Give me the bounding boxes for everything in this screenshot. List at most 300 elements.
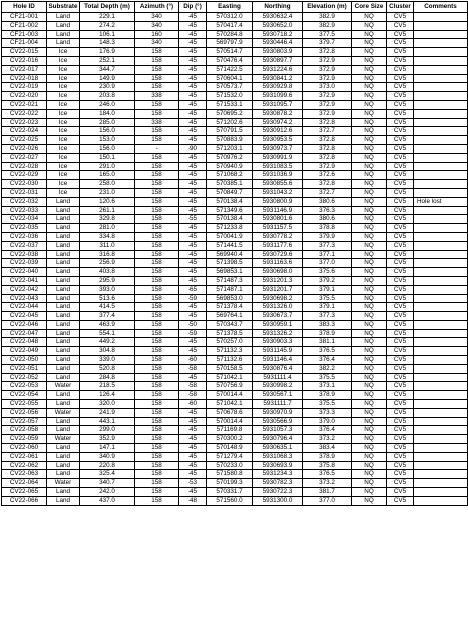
cell-easting: 571378.5 [207,329,253,338]
cell-elevation: 380.6 [303,197,352,206]
cell-elevation: 372.9 [303,162,352,171]
table-row [2,171,468,180]
cell-cluster: CV5 [387,259,414,268]
cell-northing: 5930718.2 [253,30,303,39]
cell-comment [414,56,468,65]
cell-substrate: Land [47,294,80,303]
cell-easting: 571580.8 [207,470,253,479]
cell-dip: -45 [179,65,207,74]
table-row [2,294,468,303]
cell-dip: -45 [179,48,207,57]
cell-hole-id: CV22-048 [2,338,47,347]
cell-comment [414,39,468,48]
cell-elevation: 382.2 [303,364,352,373]
cell-easting: 571560.0 [207,496,253,505]
cell-azimuth: 158 [135,250,179,259]
cell-cluster: CV5 [387,444,414,453]
cell-elevation: 372.6 [303,171,352,180]
cell-comment [414,488,468,497]
cell-hole-id: CV22-022 [2,109,47,118]
cell-northing: 5930991.9 [253,153,303,162]
cell-easting: 570300.2 [207,435,253,444]
cell-dip: -45 [179,268,207,277]
cell-northing: 5930722.3 [253,488,303,497]
cell-core-size: NQ [352,21,387,30]
cell-dip: -45 [179,435,207,444]
cell-total-depth: 299.0 [80,426,135,435]
cell-dip: -45 [179,127,207,136]
cell-elevation: 372.9 [303,56,352,65]
cell-substrate: Land [47,426,80,435]
cell-total-depth: 156.0 [80,144,135,153]
cell-core-size: NQ [352,56,387,65]
cell-cluster: CV5 [387,329,414,338]
cell-cluster: CV5 [387,479,414,488]
table-row [2,30,468,39]
cell-azimuth: 158 [135,83,179,92]
header-azimuth: Azimuth (°) [135,2,179,13]
cell-comment [414,426,468,435]
cell-elevation: 379.7 [303,39,352,48]
table-row [2,461,468,470]
cell-easting: 570284.8 [207,30,253,39]
cell-northing: 5931326.2 [253,329,303,338]
cell-comment [414,171,468,180]
cell-dip: -45 [179,74,207,83]
cell-elevation: 373.3 [303,408,352,417]
cell-azimuth: 158 [135,312,179,321]
cell-total-depth: 463.9 [80,320,135,329]
cell-core-size: NQ [352,417,387,426]
cell-total-depth: 325.4 [80,470,135,479]
cell-core-size: NQ [352,250,387,259]
table-body [2,13,468,506]
cell-azimuth: 158 [135,373,179,382]
cell-comment [414,224,468,233]
cell-hole-id: CV22-051 [2,364,47,373]
table-row [2,92,468,101]
cell-comment [414,188,468,197]
cell-easting: 569853.0 [207,294,253,303]
cell-comment [414,65,468,74]
cell-hole-id: CV22-057 [2,417,47,426]
cell-total-depth: 261.1 [80,206,135,215]
cell-azimuth: 158 [135,496,179,505]
cell-azimuth: 158 [135,109,179,118]
cell-cluster: CV5 [387,312,414,321]
cell-total-depth: 311.0 [80,241,135,250]
cell-core-size: NQ [352,74,387,83]
cell-elevation: 377.3 [303,241,352,250]
cell-total-depth: 242.0 [80,488,135,497]
table-row [2,215,468,224]
cell-substrate: Ice [47,48,80,57]
cell-elevation: 372.8 [303,48,352,57]
cell-easting: 570417.4 [207,21,253,30]
cell-elevation: 373.2 [303,435,352,444]
cell-azimuth: 158 [135,153,179,162]
cell-cluster: CV5 [387,118,414,127]
cell-cluster: CV5 [387,65,414,74]
cell-total-depth: 414.5 [80,303,135,312]
cell-dip: -60 [179,356,207,365]
cell-comment [414,206,468,215]
cell-substrate: Land [47,215,80,224]
cell-dip: -45 [179,276,207,285]
cell-comment [414,30,468,39]
cell-substrate: Ice [47,144,80,153]
cell-dip: -45 [179,206,207,215]
cell-dip: -45 [179,373,207,382]
cell-total-depth: 150.1 [80,153,135,162]
cell-core-size: NQ [352,312,387,321]
cell-cluster: CV5 [387,452,414,461]
cell-total-depth: 393.0 [80,285,135,294]
cell-core-size: NQ [352,496,387,505]
cell-cluster: CV5 [387,364,414,373]
cell-substrate: Land [47,391,80,400]
cell-core-size: NQ [352,13,387,22]
cell-substrate: Land [47,259,80,268]
cell-azimuth: 158 [135,180,179,189]
cell-core-size: NQ [352,294,387,303]
cell-easting: 571378.4 [207,303,253,312]
cell-cluster: CV5 [387,488,414,497]
cell-dip: -45 [179,241,207,250]
cell-dip: -45 [179,250,207,259]
cell-easting: 570940.9 [207,162,253,171]
cell-substrate: Land [47,250,80,259]
cell-dip: -53 [179,479,207,488]
cell-cluster: CV5 [387,232,414,241]
cell-comment [414,496,468,505]
cell-total-depth: 339.0 [80,356,135,365]
table-row [2,39,468,48]
cell-easting: 571532.0 [207,92,253,101]
cell-substrate: Ice [47,136,80,145]
cell-total-depth: 285.0 [80,118,135,127]
cell-hole-id: CV22-021 [2,100,47,109]
table-row [2,127,468,136]
cell-elevation: 378.9 [303,391,352,400]
cell-dip: -60 [179,400,207,409]
table-row [2,21,468,30]
cell-elevation: 372.8 [303,118,352,127]
cell-northing: 5931099.6 [253,92,303,101]
cell-comment [414,435,468,444]
cell-core-size: NQ [352,400,387,409]
cell-northing: 5930973.7 [253,144,303,153]
cell-hole-id: CV22-028 [2,162,47,171]
cell-hole-id: CV22-044 [2,303,47,312]
cell-total-depth: 344.7 [80,65,135,74]
cell-cluster: CV5 [387,268,414,277]
cell-cluster: CV5 [387,30,414,39]
cell-dip: -90 [179,144,207,153]
cell-hole-id: CV22-055 [2,400,47,409]
cell-hole-id: CV22-043 [2,294,47,303]
cell-easting: 570976.2 [207,153,253,162]
cell-total-depth: 443.1 [80,417,135,426]
cell-substrate: Ice [47,74,80,83]
cell-easting: 571132.3 [207,347,253,356]
cell-comment [414,470,468,479]
cell-cluster: CV5 [387,294,414,303]
cell-northing: 5931326.0 [253,303,303,312]
cell-substrate: Ice [47,171,80,180]
cell-elevation: 376.4 [303,356,352,365]
cell-hole-id: CV22-027 [2,153,47,162]
table-row [2,496,468,505]
cell-substrate: Water [47,479,80,488]
cell-elevation: 378.8 [303,224,352,233]
cell-azimuth: 158 [135,382,179,391]
cell-substrate: Ice [47,118,80,127]
cell-cluster: CV5 [387,188,414,197]
table-row [2,435,468,444]
cell-core-size: NQ [352,171,387,180]
table-row [2,338,468,347]
cell-comment [414,364,468,373]
cell-substrate: Land [47,312,80,321]
cell-dip: -45 [179,39,207,48]
cell-substrate: Water [47,382,80,391]
cell-elevation: 372.9 [303,109,352,118]
cell-dip: -45 [179,417,207,426]
cell-comment: Hole lost [414,197,468,206]
cell-cluster: CV5 [387,136,414,145]
cell-dip: -45 [179,162,207,171]
cell-substrate: Land [47,444,80,453]
cell-hole-id: CV22-060 [2,444,47,453]
cell-dip: -58 [179,364,207,373]
cell-hole-id: CF21-002 [2,21,47,30]
cell-elevation: 382.9 [303,13,352,22]
cell-substrate: Land [47,470,80,479]
cell-azimuth: 158 [135,347,179,356]
cell-cluster: CV5 [387,224,414,233]
cell-azimuth: 158 [135,268,179,277]
cell-core-size: NQ [352,232,387,241]
cell-easting: 569797.9 [207,39,253,48]
cell-easting: 571441.5 [207,241,253,250]
cell-core-size: NQ [352,162,387,171]
cell-azimuth: 158 [135,303,179,312]
cell-northing: 5930929.8 [253,83,303,92]
cell-core-size: NQ [352,373,387,382]
table-row [2,470,468,479]
cell-core-size: NQ [352,268,387,277]
cell-northing: 5930673.7 [253,312,303,321]
cell-elevation: 375.6 [303,268,352,277]
cell-azimuth: 158 [135,488,179,497]
cell-hole-id: CV22-030 [2,180,47,189]
cell-azimuth: 158 [135,171,179,180]
cell-easting: 571202.6 [207,118,253,127]
table-row [2,285,468,294]
table-row [2,136,468,145]
cell-dip: -45 [179,444,207,453]
cell-easting: 570138.4 [207,197,253,206]
cell-azimuth: 158 [135,408,179,417]
cell-cluster: CV5 [387,338,414,347]
cell-northing: 5930800.9 [253,197,303,206]
cell-core-size: NQ [352,197,387,206]
cell-easting: 570158.5 [207,364,253,373]
cell-azimuth: 338 [135,92,179,101]
cell-northing: 5930974.2 [253,118,303,127]
header-core-size: Core Size [352,2,387,13]
cell-comment [414,268,468,277]
cell-easting: 570041.9 [207,232,253,241]
cell-azimuth: 158 [135,452,179,461]
cell-northing: 5931146.9 [253,206,303,215]
cell-azimuth: 158 [135,329,179,338]
table-row [2,488,468,497]
table-row [2,426,468,435]
cell-substrate: Land [47,303,80,312]
cell-hole-id: CV22-019 [2,83,47,92]
cell-cluster: CV5 [387,74,414,83]
cell-substrate: Land [47,356,80,365]
cell-azimuth: 160 [135,30,179,39]
cell-comment [414,83,468,92]
cell-hole-id: CV22-036 [2,232,47,241]
cell-cluster: CV5 [387,215,414,224]
cell-easting: 570331.7 [207,488,253,497]
cell-northing: 5930897.7 [253,56,303,65]
cell-easting: 571042.1 [207,373,253,382]
cell-easting: 570476.4 [207,56,253,65]
cell-core-size: NQ [352,39,387,48]
cell-total-depth: 165.0 [80,171,135,180]
cell-easting: 571533.1 [207,100,253,109]
cell-azimuth: 158 [135,241,179,250]
cell-azimuth: 158 [135,215,179,224]
cell-dip: -59 [179,294,207,303]
cell-comment [414,452,468,461]
cell-azimuth: 158 [135,461,179,470]
header-easting: Easting [207,2,253,13]
cell-elevation: 372.8 [303,180,352,189]
cell-easting: 570791.5 [207,127,253,136]
cell-northing: 5930801.6 [253,215,303,224]
cell-core-size: NQ [352,215,387,224]
cell-cluster: CV5 [387,56,414,65]
table-row [2,100,468,109]
cell-dip: -45 [179,224,207,233]
cell-substrate: Ice [47,83,80,92]
cell-northing: 5931095.7 [253,100,303,109]
header-total-depth: Total Depth (m) [80,2,135,13]
cell-cluster: CV5 [387,144,414,153]
cell-substrate: Land [47,268,80,277]
cell-core-size: NQ [352,153,387,162]
cell-substrate: Land [47,417,80,426]
cell-dip: -45 [179,30,207,39]
cell-cluster: CV5 [387,373,414,382]
cell-northing: 5930970.9 [253,408,303,417]
cell-substrate: Land [47,461,80,470]
cell-northing: 5931111.7 [253,400,303,409]
cell-hole-id: CV22-039 [2,259,47,268]
cell-northing: 5931083.5 [253,162,303,171]
cell-substrate: Ice [47,162,80,171]
cell-easting: 570883.9 [207,136,253,145]
cell-azimuth: 158 [135,56,179,65]
cell-total-depth: 437.0 [80,496,135,505]
cell-core-size: NQ [352,92,387,101]
cell-easting: 569853.1 [207,268,253,277]
cell-elevation: 372.8 [303,144,352,153]
cell-dip: -45 [179,100,207,109]
cell-elevation: 379.1 [303,285,352,294]
cell-dip: -45 [179,461,207,470]
cell-total-depth: 106.1 [80,30,135,39]
cell-hole-id: CV22-031 [2,188,47,197]
cell-northing: 5931177.6 [253,241,303,250]
cell-core-size: NQ [352,30,387,39]
cell-elevation: 376.5 [303,347,352,356]
cell-azimuth: 158 [135,127,179,136]
header-comments: Comments [414,2,468,13]
cell-elevation: 376.5 [303,470,352,479]
cell-elevation: 372.8 [303,153,352,162]
cell-hole-id: CF21-004 [2,39,47,48]
cell-comment [414,92,468,101]
cell-dip: -45 [179,470,207,479]
cell-core-size: NQ [352,109,387,118]
cell-northing: 5930953.5 [253,136,303,145]
cell-easting: 569940.4 [207,250,253,259]
cell-core-size: NQ [352,461,387,470]
cell-core-size: NQ [352,426,387,435]
cell-comment [414,479,468,488]
cell-dip: -45 [179,232,207,241]
cell-dip: -55 [179,215,207,224]
cell-substrate: Ice [47,109,80,118]
cell-substrate: Land [47,206,80,215]
cell-comment [414,294,468,303]
cell-cluster: CV5 [387,206,414,215]
table-row [2,232,468,241]
cell-northing: 5931043.2 [253,188,303,197]
cell-core-size: NQ [352,382,387,391]
cell-northing: 5930635.1 [253,444,303,453]
cell-core-size: NQ [352,452,387,461]
header-elevation: Elevation (m) [303,2,352,13]
cell-northing: 5930446.4 [253,39,303,48]
cell-elevation: 372.8 [303,136,352,145]
cell-comment [414,329,468,338]
cell-cluster: CV5 [387,426,414,435]
cell-total-depth: 320.0 [80,400,135,409]
cell-total-depth: 246.0 [80,100,135,109]
cell-comment [414,162,468,171]
cell-dip: -45 [179,92,207,101]
cell-core-size: NQ [352,118,387,127]
cell-northing: 5930693.9 [253,461,303,470]
cell-azimuth: 158 [135,197,179,206]
cell-northing: 5930729.6 [253,250,303,259]
table-row [2,329,468,338]
table-row [2,250,468,259]
table-row [2,276,468,285]
cell-northing: 5930566.9 [253,417,303,426]
cell-dip: -45 [179,136,207,145]
cell-northing: 5931157.5 [253,224,303,233]
cell-cluster: CV5 [387,250,414,259]
